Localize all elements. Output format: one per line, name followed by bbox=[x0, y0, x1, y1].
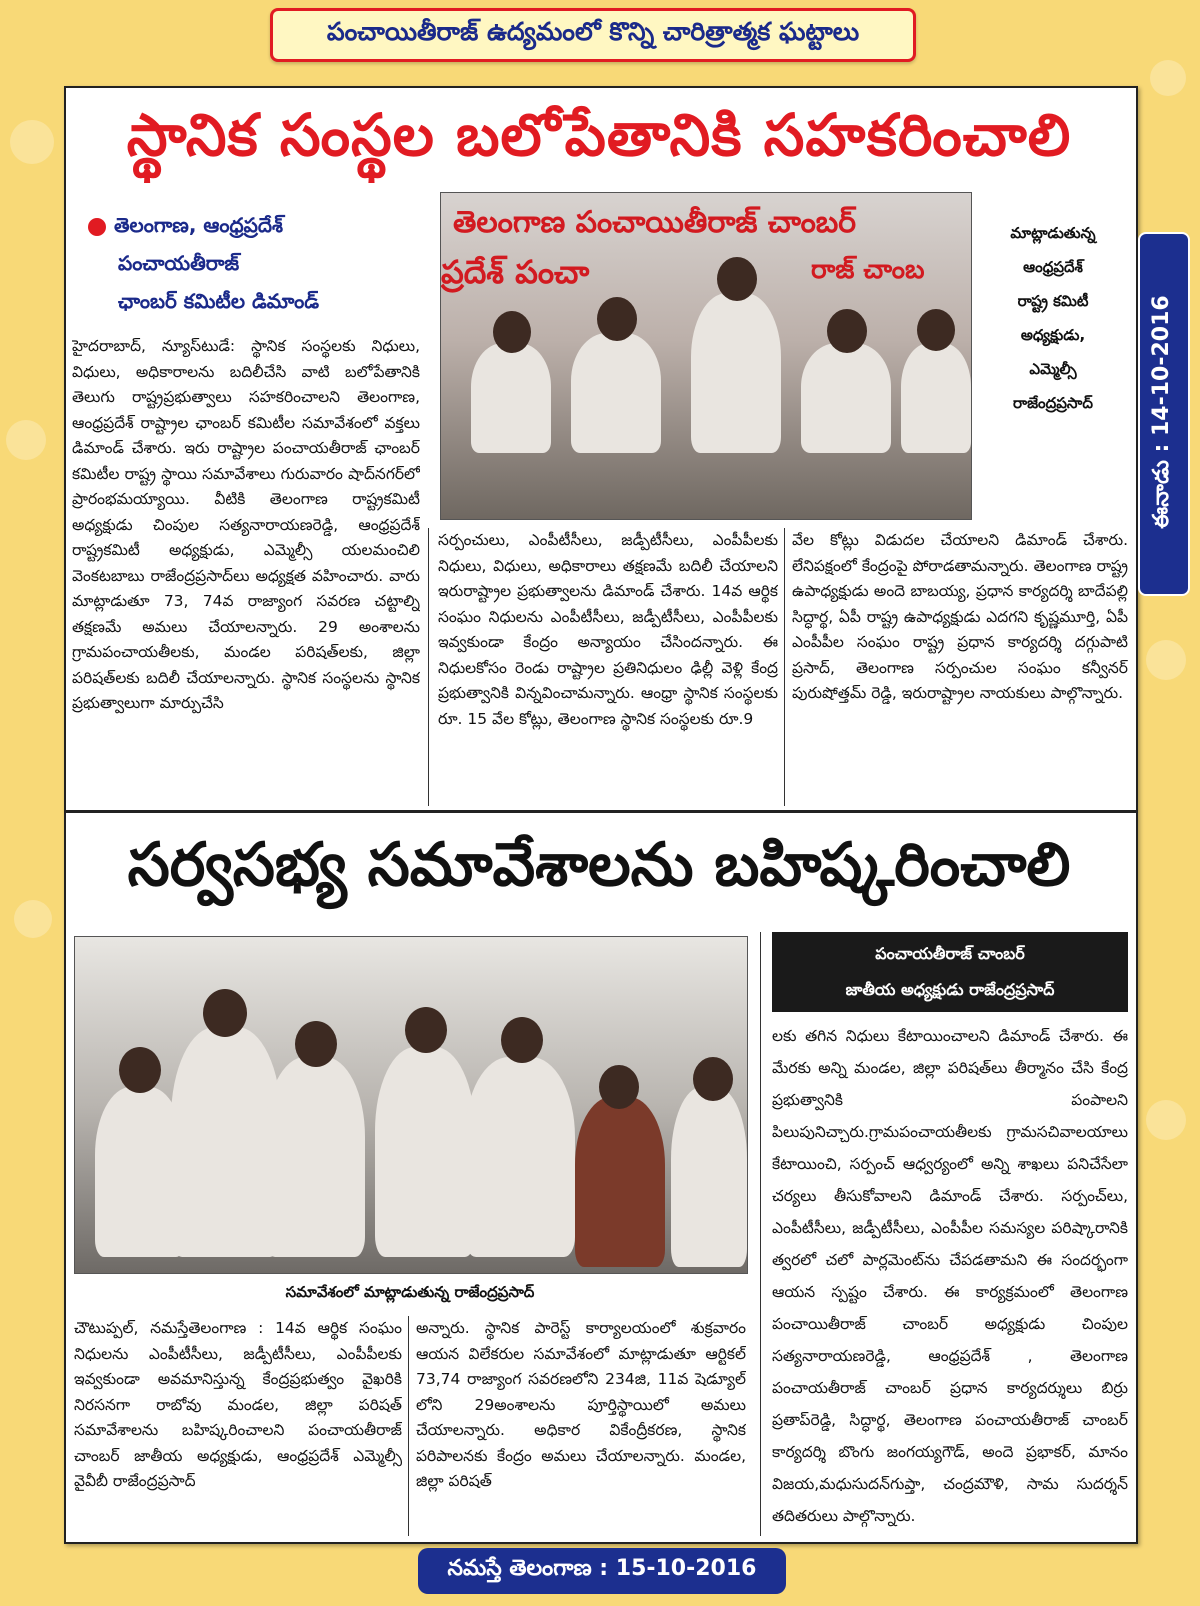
article-2-column-2 bbox=[416, 1316, 746, 1540]
photo-person bbox=[671, 1087, 747, 1267]
photo-person-head bbox=[119, 1047, 161, 1093]
photo-banner-text: ప్రదేశ్ పంచా bbox=[441, 253, 590, 291]
body-text: వేల కోట్లు విడుదల చేయాలని డిమాండ్ చేశారు. లేనిపక్షంలో కేంద్రంపై పోరాడతామన్నారు. తెలంగాణ రాష్ట్ర ఉపాధ్యక్షుడు అందె బాబయ్య, ప్రధాన కార్యదర్శి బాదేపల్లి సిద్ధార్థ, ఏపీ రాష్ట్ర ఉపాధ్యక్షుడు ఎదగని కృష్ణమూర్తి, ఏపీ ఎంపీపీల సంఘం రాష్ట్ర ప్రధాన కార్యదర్శి దగ్గుపాటి ప్రసాద్, తెలంగాణ సర్పంచుల సంఘం కన్వీనర్ పురుషోత్తమ్ రెడ్డి, ఇరురాష్ట్రాల నాయకులు పాల్గొన్నారు. bbox=[792, 531, 1128, 702]
photo-person-head bbox=[501, 1017, 543, 1063]
article-2-sidebox bbox=[772, 932, 1128, 1012]
sidebox-line: జాతీయ అధ్యక్షుడు రాజేంద్రప్రసాద్ bbox=[845, 980, 1055, 999]
photo-person bbox=[691, 293, 781, 453]
flower-decoration bbox=[10, 120, 54, 164]
column-divider bbox=[408, 1316, 409, 1536]
photo-person bbox=[801, 343, 891, 453]
subhead-line: తెలంగాణ, ఆంధ్రప్రదేశ్ bbox=[114, 213, 283, 237]
body-text: హైదరాబాద్, న్యూస్‌టుడే: స్థానిక సంస్థలకు నిధులు, విధులు, అధికారాలను బదిలీచేసి వాటి బలోపేతానికి తెలుగు రాష్ట్రప్రభుత్వాలు సహకరించాలని తెలంగాణ, ఆంధ్రప్రదేశ్ రాష్ట్రాల ఛాంబర్ కమిటీల సమావేశంలో వక్తలు డిమాండ్ చేశారు. ఇరు రాష్ట్రాల పంచాయతీరాజ్ ఛాంబర్ కమిటీల రాష్ట్ర స్థాయి సమావేశాలు గురువారం షాద్‌నగర్‌లో ప్రారంభమయ్యాయి. వీటికి తెలంగాణ రాష్ట్రకమిటీ అధ్యక్షుడు చింపుల సత్యనారాయణరెడ్డి, ఆంధ్రప్రదేశ్ రాష్ట్రకమిటీ అధ్యక్షుడు, ఎమ్మెల్సీ యలమంచిలి వెంకటబాబు రాజేంద్రప్రసాద్‌లు అధ్యక్షత వహించారు. వారు మాట్లాడుతూ 73, 74వ రాజ్యాంగ సవరణ చట్టాల్ని తక్షణమే అమలు చేయాలన్నారు. 29 అంశాలను గ్రామపంచాయతీలకు, మండల పరిషత్‌లకు, జిల్లా పరిషత్‌లకు బదిలీ చేయాలన్నారు. స్థానిక సంస్థలను స్థానిక ప్రభుత్వాలుగా మార్పుచేసి bbox=[72, 337, 420, 712]
column-divider bbox=[428, 528, 429, 806]
caption-line: రాష్ట్ర కమిటీ bbox=[1017, 292, 1089, 310]
article-1-column-1 bbox=[72, 334, 420, 808]
article-1-column-3 bbox=[792, 528, 1128, 810]
article-1-photo bbox=[440, 192, 972, 520]
photo-person-head bbox=[295, 1021, 337, 1067]
column-divider bbox=[760, 932, 761, 1536]
sidebox-line: పంచాయతీరాజ్ చాంబర్ bbox=[875, 944, 1025, 963]
article-2-column-3 bbox=[772, 1020, 1128, 1540]
caption-line: ఎమ్మెల్సీ bbox=[1029, 360, 1077, 378]
flower-decoration bbox=[1146, 1100, 1186, 1140]
flower-decoration bbox=[14, 900, 52, 938]
photo-person-head bbox=[717, 257, 757, 301]
photo-person bbox=[465, 1057, 575, 1257]
photo-person-head bbox=[405, 1007, 447, 1053]
body-text: సర్పంచులు, ఎంపీటీసీలు, జడ్పీటీసీలు, ఎంపీపీలకు నిధులు, విధులు, అధికారాలు తక్షణమే బదిలీ చేయాలని ఇరురాష్ట్రాల ప్రభుత్వాలను డిమాండ్ చేశారు. 14వ ఆర్థిక సంఘం నిధులను ఎంపీటీసీలు, జడ్పీటీసీలు, ఎంపీపీలకు ఇవ్వకుండా కేంద్రం అన్యాయం చేసిందన్నారు. ఈ నిధులకోసం రెండు రాష్ట్రాల ప్రతినిధులం ఢిల్లీ వెళ్లి కేంద్ర ప్రభుత్వానికి విన్నవించామన్నారు. ఆంధ్రా స్థానిక సంస్థలకు రూ. 15 వేల కోట్లు, తెలంగాణ స్థానిక సంస్థలకు రూ.9 bbox=[438, 531, 778, 728]
date-tab-text: ఈనాడు : 14-10-2016 bbox=[1149, 295, 1174, 529]
photo-person-head bbox=[827, 309, 867, 353]
article-1-photo-caption bbox=[978, 216, 1128, 420]
top-banner: పంచాయితీరాజ్ ఉద్యమంలో కొన్ని చారిత్రాత్మక ఘట్టాలు bbox=[270, 8, 916, 62]
subhead-line: పంచాయతీరాజ్ bbox=[118, 251, 240, 275]
bottom-date-banner: నమస్తే తెలంగాణ : 15-10-2016 bbox=[418, 1548, 786, 1594]
photo-person-head bbox=[493, 311, 531, 353]
photo-person bbox=[265, 1057, 365, 1257]
flower-decoration bbox=[6, 420, 46, 460]
caption-line: అధ్యక్షుడు, bbox=[1020, 326, 1086, 344]
flower-decoration bbox=[1146, 640, 1186, 680]
photo-banner-text: రాజ్ చాంబ bbox=[811, 255, 925, 285]
article-1-headline: స్థానిక సంస్థల బలోపేతానికి సహకరించాలి bbox=[126, 101, 1072, 169]
newspaper-sheet bbox=[64, 86, 1138, 1544]
article-1 bbox=[66, 88, 1136, 813]
photo-person bbox=[571, 333, 661, 453]
article-2-headline: సర్వసభ్య సమావేశాలను బహిష్కరించాలి bbox=[127, 830, 1071, 900]
photo-person-head bbox=[599, 1065, 639, 1109]
article-2-photo bbox=[74, 936, 748, 1274]
photo-person-head bbox=[597, 297, 637, 341]
eenadu-date-tab bbox=[1138, 232, 1190, 596]
caption-line: మాట్లాడుతున్న bbox=[1010, 224, 1096, 242]
caption-line: రాజేంద్రప్రసాద్ bbox=[1013, 394, 1093, 412]
column-divider bbox=[784, 528, 785, 806]
body-text: లకు తగిన నిధులు కేటాయించాలని డిమాండ్ చేశారు. ఈ మేరకు అన్ని మండల, జిల్లా పరిషత్‌లు తీర్మానం చేసి కేంద్ర ప్రభుత్వానికి పంపాలని పిలుపునిచ్చారు.గ్రామపంచాయతీలకు గ్రామసచివాలయాలు కేటాయించి, సర్పంచ్ ఆధ్వర్యంలో అన్ని శాఖలు పనిచేసేలా చర్యలు తీసుకోవాలని డిమాండ్ చేశారు. సర్పంచ్‌లు, ఎంపీటీసీలు, జడ్పీటీసీలు, ఎంపీపీల సమస్యల పరిష్కారానికి త్వరలో చలో పార్లమెంట్‌ను చేపడతామని ఈ సందర్భంగా ఆయన స్పష్టం చేశారు. ఈ కార్యక్రమంలో తెలంగాణ పంచాయితీరాజ్ చాంబర్ అధ్యక్షుడు చింపుల సత్యనారాయణరెడ్డి, ఆంధ్రప్రదేశ్ , తెలంగాణ పంచాయతీరాజ్ చాంబర్ ప్రధాన కార్యదర్శులు బిర్రు ప్రతాప్‌రెడ్డి, సిద్ధార్థ, తెలంగాణ పంచాయతీరాజ్ చాంబర్ కార్యదర్శి బొంగు జంగయ్యగౌడ్, అందె ప్రభాకర్, మానం విజయ,మధుసుదన్‌గుప్తా, చంద్రమౌళి, సామ సుదర్శన్ తదితరులు పాల్గొన్నారు. bbox=[772, 1027, 1128, 1525]
article-1-column-2 bbox=[438, 528, 778, 810]
flower-decoration bbox=[1150, 60, 1186, 96]
bullet-icon bbox=[88, 218, 106, 236]
article-2-column-1 bbox=[74, 1316, 402, 1540]
article-2-photo-caption: సమావేశంలో మాట్లాడుతున్న రాజేంద్రప్రసాద్ bbox=[285, 1283, 535, 1301]
subhead-line: ఛాంబర్ కమిటీల డిమాండ్ bbox=[118, 289, 320, 313]
photo-person-head bbox=[693, 1057, 733, 1101]
article-2 bbox=[66, 812, 1136, 1542]
photo-person-head bbox=[917, 309, 955, 351]
photo-person-head bbox=[203, 989, 247, 1037]
article-1-subheads bbox=[88, 206, 408, 320]
body-text: అన్నారు. స్థానిక పారెస్ట్ కార్యాలయంలో శుక్రవారం ఆయన విలేకరుల సమావేశంలో మాట్లాడుతూ ఆర్టికల్ 73,74 రాజ్యాంగ సవరణలోని 234జి, 11వ షెడ్యూల్ లోని 29అంశాలను పూర్తిస్థాయిలో అమలు చేయాలన్నారు. అధికార వికేంద్రీకరణ, స్థానిక పరిపాలనకు కేంద్రం అమలు చేయాలన్నారు. మండల, జిల్లా పరిషత్ bbox=[416, 1319, 746, 1490]
caption-line: ఆంధ్రప్రదేశ్ bbox=[1023, 258, 1083, 276]
body-text: చౌటుప్పల్, నమస్తేతెలంగాణ : 14వ ఆర్థిక సంఘం నిధులను ఎంపీటీసీలు, జడ్పీటీసీలు, ఎంపీపీలకు ఇవ్వకుండా అవమానిస్తున్న కేంద్రప్రభుత్వం వైఖరికి నిరసనగా రాబోవు మండల, జిల్లా పరిషత్ సమావేశాలను బహిష్కరించాలని పంచాయతీరాజ్ చాంబర్ జాతీయ అధ్యక్షుడు, ఆంధ్రప్రదేశ్ ఎమ్మెల్సీ వైవీబీ రాజేంద్రప్రసాద్ bbox=[74, 1319, 402, 1490]
photo-person bbox=[575, 1097, 665, 1267]
photo-person bbox=[901, 343, 971, 453]
photo-person bbox=[375, 1047, 475, 1257]
photo-person bbox=[471, 343, 551, 453]
photo-banner-text: తెలంగాణ పంచాయితీరాజ్ చాంబర్ bbox=[453, 205, 857, 240]
